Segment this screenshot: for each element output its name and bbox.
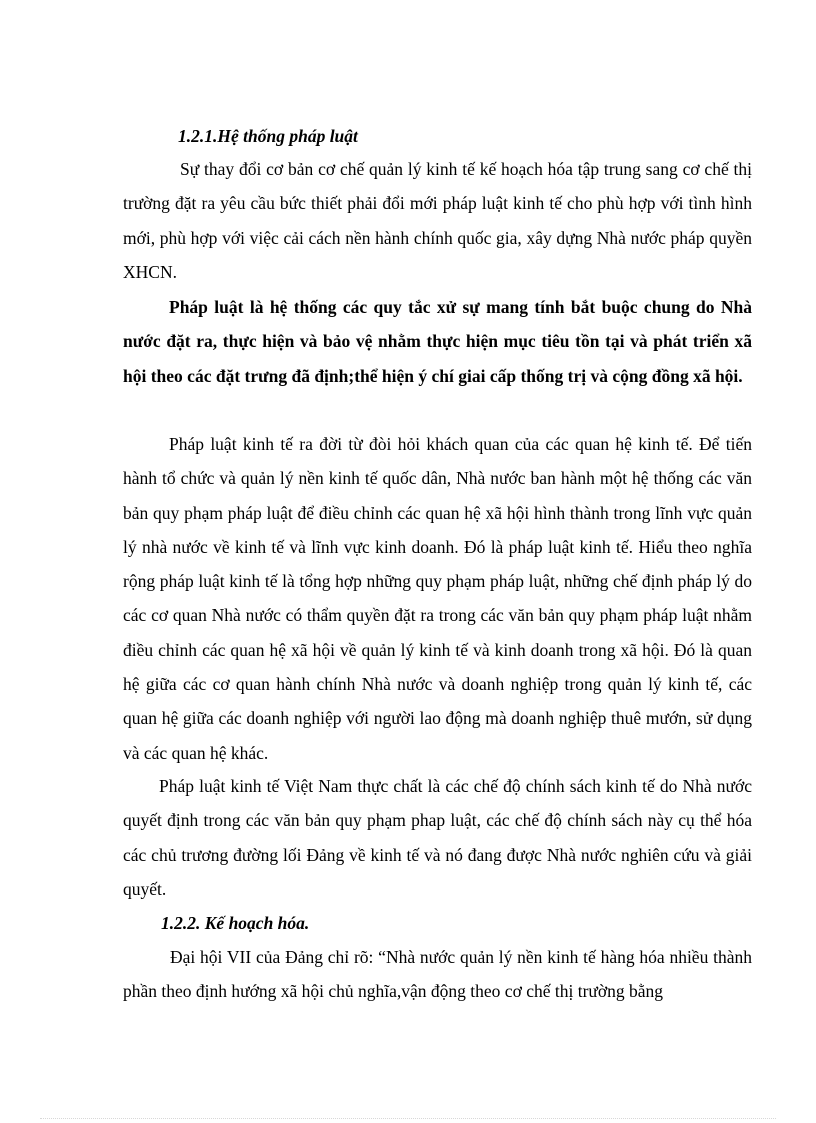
paragraph-law-definition: Pháp luật là hệ thống các quy tắc xử sự mang tính bắt buộc chung do Nhà nước đặt ra, thực hiện và bảo vệ nhằm thực hiện mục tiêu tồn tại và phát triển xã hội theo các đặt trưng đã định;thể hiện ý chí giai cấp thống trị và cộng đồng xã hội.	[123, 297, 752, 386]
section-heading-legal-system: 1.2.1.Hệ thống pháp luật	[178, 126, 358, 146]
page-bottom-divider	[40, 1118, 776, 1119]
paragraph-economic-law: Pháp luật kinh tế ra đời từ đòi hỏi khách quan của các quan hệ kinh tế. Để tiến hành tổ chức và quản lý nền kinh tế quốc dân, Nhà nước ban hành một hệ thống các văn bản quy phạm pháp luật để điều chỉnh các quan hệ xã hội hình thành trong lĩnh vực quản lý nhà nước về kinh tế và lĩnh vực kinh doanh. Đó là pháp luật kinh tế. Hiểu theo nghĩa rộng pháp luật kinh tế là tổng hợp những quy phạm pháp luật, những chế định pháp lý do các cơ quan Nhà nước có thẩm quyền đặt ra trong các văn bản quy phạm pháp luật nhằm điều chỉnh các quan hệ xã hội về quản lý kinh tế và kinh doanh trong xã hội. Đó là quan hệ giữa các cơ quan hành chính Nhà nước và doanh nghiệp trong quản lý kinh tế, các quan hệ giữa các doanh nghiệp với người lao động mà doanh nghiệp thuê mướn, sử dụng và các quan hệ khác.	[123, 434, 752, 763]
section-heading-planning: 1.2.2. Kế hoạch hóa.	[161, 913, 310, 933]
paragraph-mechanism-change: Sự thay đổi cơ bản cơ chế quản lý kinh tế kế hoạch hóa tập trung sang cơ chế thị trường đặt ra yêu cầu bức thiết phải đổi mới pháp luật kinh tế cho phù hợp với tình hình mới, phù hợp với việc cải cách nền hành chính quốc gia, xây dựng Nhà nước pháp quyền XHCN.	[123, 159, 752, 282]
paragraph-party-congress: Đại hội VII của Đảng chỉ rõ: “Nhà nước quản lý nền kinh tế hàng hóa nhiều thành phần theo định hướng xã hội chủ nghĩa,vận động theo cơ chế thị trường bằng	[123, 947, 752, 1002]
paragraph-vietnam-economic-law: Pháp luật kinh tế Việt Nam thực chất là các chế độ chính sách kinh tế do Nhà nước quyết định trong các văn bản quy phạm phap luật, các chế độ chính sách này cụ thể hóa các chủ trương đường lối Đảng về kinh tế và nó đang được Nhà nước nghiên cứu và giải quyết.	[123, 776, 752, 899]
